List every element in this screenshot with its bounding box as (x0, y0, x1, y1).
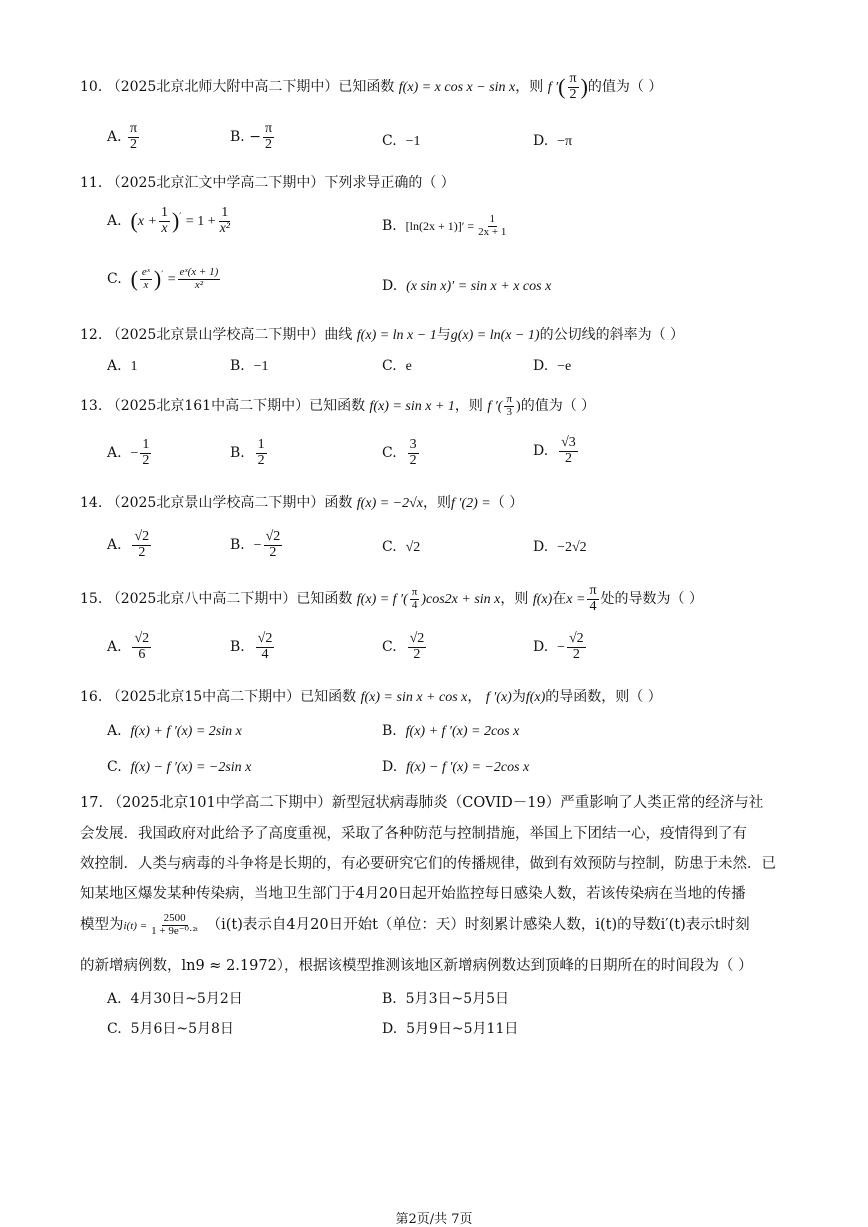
fraction (140, 438, 151, 468)
q17-line-3: 效控制．人类与病毒的斗争将是长期的，有必要研究它们的传播规律，做到有效预防与控制，防患于未然．已 (80, 856, 776, 872)
fraction (256, 438, 267, 468)
option-value: f(x) − f ′(x) = −2cos x (406, 760, 530, 775)
frac-den: x² (194, 278, 204, 291)
q10-option-d[interactable] (533, 133, 572, 150)
fraction (140, 267, 152, 291)
fraction (476, 214, 508, 238)
option-label: D. (533, 358, 549, 374)
option-label: B. (230, 129, 245, 146)
q16-option-b[interactable] (382, 723, 519, 740)
frac-den: 2 (409, 452, 417, 468)
expr-part: x + (137, 214, 157, 230)
frac-num: eˣ(x + 1) (179, 265, 219, 278)
q13-stem-text: 13. （2025北京161中高二下期中）已知函数 (80, 398, 366, 415)
q14-expr: f(x) = −2√x (356, 496, 424, 511)
q15-x-fraction (587, 584, 598, 614)
q10-left-paren: ( (558, 74, 566, 100)
fraction (264, 530, 283, 560)
q10-option-b[interactable] (230, 122, 276, 152)
frac-den: x² (219, 220, 231, 236)
q13-tail-text: 的值为（ ） (520, 398, 596, 415)
option-label: C. (107, 271, 122, 287)
frac-num: √2 (134, 529, 150, 544)
option-label: A. (107, 991, 122, 1007)
option-value: e (405, 359, 412, 374)
q13-deriv: f ′( (487, 399, 503, 415)
q15-option-c[interactable] (382, 632, 428, 662)
q10-function-expr: f(x) = x cos x − sin x (398, 80, 516, 96)
q17-option-a[interactable] (107, 988, 243, 1008)
q10-arg-den: 2 (569, 86, 577, 102)
equals-sign: = (167, 272, 176, 287)
frac-num: 1 (160, 205, 168, 220)
frac-num: π (264, 121, 273, 136)
option-label: A. (107, 537, 122, 554)
frac-den: 1 + 9e⁻⁰·²ᵗ (151, 924, 198, 937)
frac-num: π (130, 121, 138, 136)
q12-stem-text: 12. （2025北京景山学校高二下期中）曲线 (80, 327, 353, 343)
q13-option-a[interactable] (107, 438, 153, 468)
option-label: D. (533, 443, 549, 460)
q10-mid-text: ，则 (515, 79, 544, 96)
q16-option-d[interactable] (382, 759, 529, 776)
option-value: f(x) + f ′(x) = 2cos x (405, 724, 520, 739)
option-value: −1 (405, 134, 421, 149)
q17-line-5 (80, 913, 750, 937)
q12-option-a[interactable] (107, 358, 137, 375)
option-label: D. (382, 278, 398, 294)
q12-option-c[interactable] (382, 358, 412, 375)
question-16-stem (80, 686, 662, 706)
frac-num: 1 (142, 437, 150, 452)
q11-option-d[interactable] (382, 278, 551, 295)
option-label: C. (107, 759, 122, 775)
minus-sign: − (249, 129, 261, 146)
frac-den: 2 (130, 136, 138, 152)
q15-mid2-text: 在 (552, 591, 567, 608)
option-label: C. (382, 445, 397, 462)
q10-arg-num: π (569, 71, 577, 86)
frac-num: √2 (134, 631, 150, 646)
q10-tail-text: 的值为（ ） (587, 79, 663, 96)
frac-den: 4 (589, 598, 597, 614)
page-number: 第2页/共 7页 (395, 1212, 473, 1227)
frac-num: 1 (257, 437, 265, 452)
q13-option-c[interactable] (382, 438, 421, 468)
q15-mid-text: ，则 (500, 591, 529, 608)
option-label: B. (382, 723, 397, 739)
question-14-stem (80, 492, 523, 512)
q16-deriv: f ′(x) (485, 690, 512, 705)
q14-option-c[interactable] (382, 539, 420, 556)
frac-num: π (411, 586, 418, 599)
option-label: D. (382, 1021, 398, 1037)
frac-num: 3 (409, 437, 417, 452)
q15-expr-left: f(x) = f ′( (356, 592, 408, 608)
expr-part: [ln(2x + 1)]′ = (405, 219, 475, 234)
frac-num: eˣ (141, 265, 150, 278)
minus-sign: − (253, 538, 262, 554)
frac-num: √2 (409, 631, 425, 646)
q12-option-d[interactable] (533, 358, 571, 375)
option-value: 1 (130, 359, 138, 374)
q14-mid-text: ，则 (423, 495, 452, 511)
frac-den: 4 (411, 598, 418, 611)
q15-xeq: x = (566, 592, 586, 608)
option-label: C. (382, 539, 397, 555)
q13-option-b[interactable] (230, 438, 269, 468)
q16-stem-text: 16. （2025北京15中高二下期中）已知函数 (80, 689, 357, 705)
question-12-stem (80, 324, 684, 344)
q12-mid-text: 与 (436, 327, 451, 343)
q10-arg-fraction (568, 72, 579, 102)
fraction (132, 632, 151, 662)
option-label: D. (382, 759, 398, 775)
option-label: A. (107, 639, 122, 656)
frac-den: 2 (138, 544, 146, 560)
question-13-stem (80, 394, 595, 418)
question-10-stem (80, 72, 662, 102)
option-label: A. (107, 358, 122, 374)
option-value: −e (557, 359, 572, 374)
frac-den: 6 (138, 646, 146, 662)
q17-option-c[interactable] (107, 1018, 234, 1038)
frac-num: √2 (257, 631, 273, 646)
q13-arg-fraction (504, 394, 514, 418)
fraction (559, 436, 578, 466)
fraction (408, 632, 427, 662)
frac-num: √2 (265, 529, 281, 544)
option-value: 5月9日~5月11日 (406, 1021, 519, 1037)
q11-option-b[interactable] (382, 214, 510, 238)
q14-deriv: f ′(2) = (451, 496, 491, 511)
q17-line-6: 的新增病例数，ln9 ≈ 2.1972），根据该模型推测该地区新增病例数达到顶峰的日期所在的时间段为（ ） (80, 958, 753, 974)
frac-num: 2500 (163, 912, 186, 924)
q13-close-paren: ) (516, 399, 521, 415)
q17-model-suffix: （i(t)表示自4月20日开始t（单位：天）时刻累计感染人数，i(t)的导数i′(t)表示t时刻 (206, 917, 750, 934)
paren: ) (153, 266, 162, 291)
option-label: A. (107, 213, 122, 230)
option-label: B. (230, 445, 245, 462)
frac-den: 2 (413, 646, 421, 662)
q14-option-b[interactable] (230, 530, 284, 560)
frac-den: 2 (269, 544, 277, 560)
q16-option-c[interactable] (107, 759, 251, 776)
option-label: C. (382, 358, 397, 374)
q17-option-d[interactable] (382, 1018, 518, 1038)
q16-option-a[interactable] (107, 723, 242, 740)
q17-model-lhs: i(t) = (123, 920, 148, 933)
q15-option-a[interactable] (107, 632, 153, 662)
q17-model-fraction (149, 913, 200, 937)
q10-b-fraction (263, 122, 274, 152)
q17-model-prefix: 模型为 (80, 917, 124, 934)
q16-expr: f(x) = sin x + cos x (360, 690, 468, 705)
frac-den: 2 (142, 452, 150, 468)
q16-mid2-text: 为 (511, 689, 526, 705)
option-label: C. (382, 639, 397, 656)
option-value: f(x) + f ′(x) = 2sin x (130, 724, 242, 739)
option-label: C. (107, 1021, 122, 1037)
option-label: B. (230, 537, 245, 554)
option-value: f(x) − f ′(x) = −2sin x (130, 760, 252, 775)
fraction (567, 632, 586, 662)
frac-den: 2 (264, 136, 272, 152)
q17-line-2: 会发展．我国政府对此给予了高度重视，采取了各种防范与控制措施，举国上下团结一心，疫情得到了有 (80, 826, 747, 842)
q17-line-1: 17. （2025北京101中学高二下期中）新型冠状病毒肺炎（COVID－19）严重影响了人类正常的经济与社 (80, 795, 764, 811)
q15-stem-text: 15. （2025北京八中高二下期中）已知函数 (80, 591, 353, 608)
paren: ( (130, 266, 138, 291)
q13-expr: f(x) = sin x + 1 (369, 399, 455, 415)
prime-mark: ′ (179, 212, 182, 223)
fraction (159, 206, 170, 236)
q12-option-b[interactable] (230, 358, 269, 375)
q10-a-fraction (128, 122, 139, 152)
question-15-stem (80, 584, 703, 614)
fraction (178, 267, 221, 291)
option-label: A. (107, 445, 122, 462)
option-value: −1 (253, 359, 269, 374)
frac-den: 4 (261, 646, 269, 662)
option-label: B. (382, 991, 397, 1007)
frac-den: x (161, 220, 168, 236)
option-label: C. (382, 133, 397, 149)
q15-fx: f(x) (532, 592, 553, 608)
option-value: −2√2 (557, 540, 587, 555)
q11-option-a[interactable] (107, 206, 234, 236)
q16-mid-text: ， (467, 689, 482, 705)
frac-den: 2 (257, 452, 265, 468)
frac-den: 2x + 1 (478, 225, 507, 238)
q10-stem-text: 10. （2025北京北师大附中高二下期中）已知函数 (80, 79, 395, 96)
option-value: 4月30日~5月2日 (130, 991, 243, 1007)
q10-right-paren: ) (580, 74, 588, 100)
prime-mark: ′ (161, 270, 164, 281)
option-label: B. (230, 358, 245, 374)
q12-tail-text: 的公切线的斜率为（ ） (539, 327, 685, 343)
option-label: D. (533, 639, 549, 656)
minus-sign: − (130, 446, 139, 462)
fraction (256, 632, 275, 662)
frac-num: 1 (221, 205, 229, 220)
q10-option-c[interactable] (382, 133, 420, 150)
q12-g-expr: g(x) = ln(x − 1) (450, 328, 540, 343)
frac-den: 2 (564, 450, 572, 466)
q17-line-4: 知某地区爆发某种传染病，当地卫生部门于4月20日起开始监控每日感染人数，若该传染病在当地的传播 (80, 886, 746, 902)
frac-den: 3 (506, 405, 513, 418)
frac-num: π (589, 583, 597, 598)
q13-mid-text: ，则 (454, 398, 483, 415)
option-label: B. (230, 639, 245, 656)
option-value: 5月6日~5月8日 (130, 1021, 234, 1037)
option-label: B. (382, 218, 397, 235)
option-value: 5月3日~5月5日 (405, 991, 510, 1007)
q10-option-a[interactable] (107, 122, 141, 152)
q13-option-d[interactable] (533, 436, 580, 466)
frac-den: x (143, 278, 149, 291)
fraction (408, 438, 419, 468)
option-value: √2 (405, 540, 421, 555)
question-11-stem: 11. （2025北京汇文中学高二下期中）下列求导正确的（ ） (80, 175, 455, 191)
q11-option-c[interactable] (107, 266, 222, 292)
q15-option-d[interactable] (533, 632, 588, 662)
minus-sign: − (557, 640, 565, 656)
fraction (132, 530, 151, 560)
option-label: A. (107, 723, 122, 739)
fraction (218, 206, 232, 236)
q10-derivative-symbol: f ′ (547, 80, 559, 96)
frac-num: √2 (569, 631, 584, 646)
q16-fx: f(x) (525, 690, 546, 705)
option-label: D. (533, 539, 549, 555)
q15-expr-right: )cos2x + sin x (421, 592, 501, 608)
frac-den: 2 (572, 646, 580, 662)
frac-num: √3 (561, 435, 576, 450)
q16-tail-text: 的导函数，则（ ） (545, 689, 662, 705)
q17-option-b[interactable] (382, 988, 509, 1008)
paren: ( (130, 208, 138, 234)
q15-tail-text: 处的导数为（ ） (600, 591, 703, 608)
q15-option-b[interactable] (230, 632, 276, 662)
q14-option-d[interactable] (533, 539, 587, 556)
q14-option-a[interactable] (107, 530, 153, 560)
paren: ) (171, 208, 180, 234)
q15-arg-fraction (410, 587, 420, 611)
expr-part: (x sin x)′ = sin x + x cos x (406, 279, 552, 294)
q12-f-expr: f(x) = ln x − 1 (356, 328, 437, 343)
frac-num: 1 (489, 213, 495, 225)
option-label: A. (107, 129, 122, 146)
expr-part: = 1 + (185, 214, 216, 230)
q14-tail-text: （ ） (490, 495, 524, 511)
option-label: D. (533, 133, 549, 149)
frac-num: π (506, 393, 513, 405)
q14-stem-text: 14. （2025北京景山学校高二下期中）函数 (80, 495, 353, 511)
option-value: −π (557, 134, 573, 149)
